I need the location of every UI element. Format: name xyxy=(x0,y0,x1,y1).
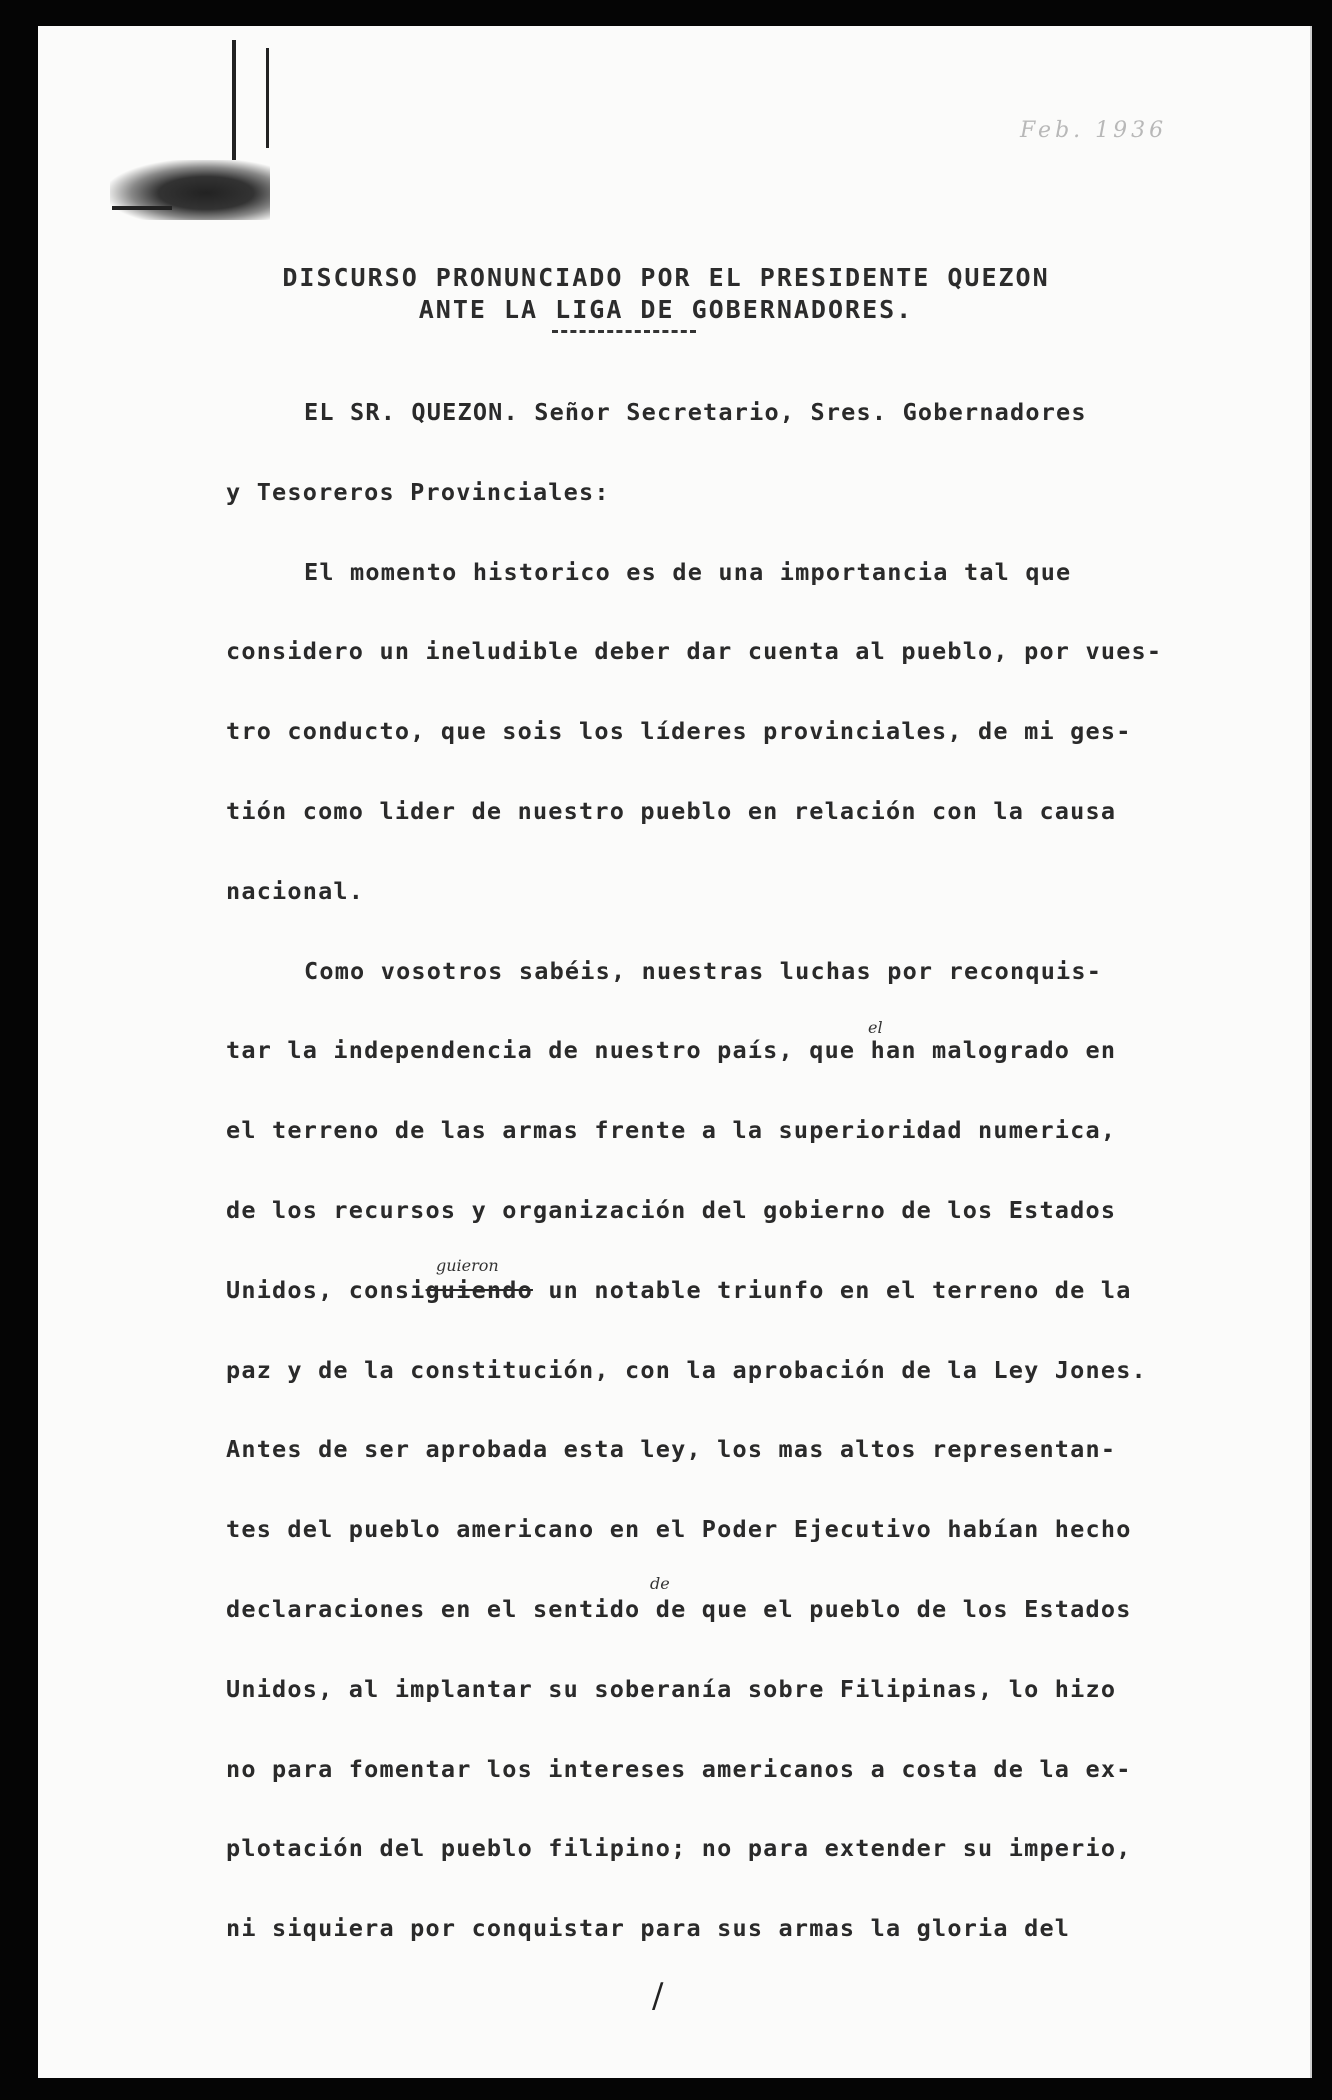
text-line: declaraciones en el sentido de que el pueblo de los Estados xyxy=(226,1594,1132,1623)
handwritten-insertion: guieron xyxy=(436,1256,499,1275)
text-line: de los recursos y organización del gobierno de los Estados xyxy=(226,1195,1117,1224)
text-fragment: un notable triunfo en el terreno de la xyxy=(532,1275,1132,1304)
title-line-2: ANTE LA LIGA DE GOBERNADORES. xyxy=(418,295,914,324)
text-line: paz y de la constitución, con la aprobación de la Ley Jones. xyxy=(226,1355,1147,1384)
ink-mark xyxy=(232,40,236,160)
text-line: tión como lider de nuestro pueblo en relación con la causa xyxy=(226,796,1117,825)
handwritten-insertion: el xyxy=(868,1018,883,1037)
text-line: Como vosotros sabéis, nuestras luchas por reconquis- xyxy=(304,956,1103,985)
text-line: y Tesoreros Provinciales: xyxy=(226,477,610,506)
text-line: El momento historico es de una importancia tal que xyxy=(304,557,1072,586)
text-line: no para fomentar los intereses americanos a costa de la ex- xyxy=(226,1754,1132,1783)
text-line-with-correction xyxy=(226,1268,1186,1348)
text-line: tro conducto, que sois los líderes provinciales, de mi ges- xyxy=(226,717,1132,746)
text-line: EL SR. QUEZON. Señor Secretario, Sres. Gobernadores xyxy=(304,398,1087,426)
struck-text: guiendo xyxy=(425,1275,533,1304)
text-fragment: Unidos, consi xyxy=(226,1275,426,1304)
ink-mark xyxy=(112,206,172,210)
text-line: nacional. xyxy=(226,876,365,905)
corner-handwritten-note: Feb. 1936 xyxy=(1020,118,1168,143)
ink-stain xyxy=(110,160,270,220)
title-underline xyxy=(552,330,696,333)
handwritten-insertion: de xyxy=(650,1574,670,1593)
text-line: ni siquiera por conquistar para sus armas la gloria del xyxy=(226,1914,1071,1943)
text-line: el terreno de las armas frente a la superioridad numerica, xyxy=(226,1116,1117,1145)
document-title xyxy=(0,262,1332,326)
speech-body xyxy=(226,390,1186,1986)
title-line-1: DISCURSO PRONUNCIADO POR EL PRESIDENTE QUEZON xyxy=(282,263,1050,292)
text-line: Unidos, al implantar su soberanía sobre Filipinas, lo hizo xyxy=(226,1674,1117,1703)
page-mark: / xyxy=(652,1976,664,2016)
text-line: considero un ineludible deber dar cuenta al pueblo, por vues- xyxy=(226,637,1163,666)
text-line: Antes de ser aprobada esta ley, los mas altos representan- xyxy=(226,1435,1117,1464)
text-line: tar la independencia de nuestro país, que han malogrado en xyxy=(226,1036,1117,1065)
ink-mark xyxy=(266,48,269,148)
text-line: tes del pueblo americano en el Poder Ejecutivo habían hecho xyxy=(226,1515,1132,1544)
text-line: plotación del pueblo filipino; no para extender su imperio, xyxy=(226,1834,1132,1863)
